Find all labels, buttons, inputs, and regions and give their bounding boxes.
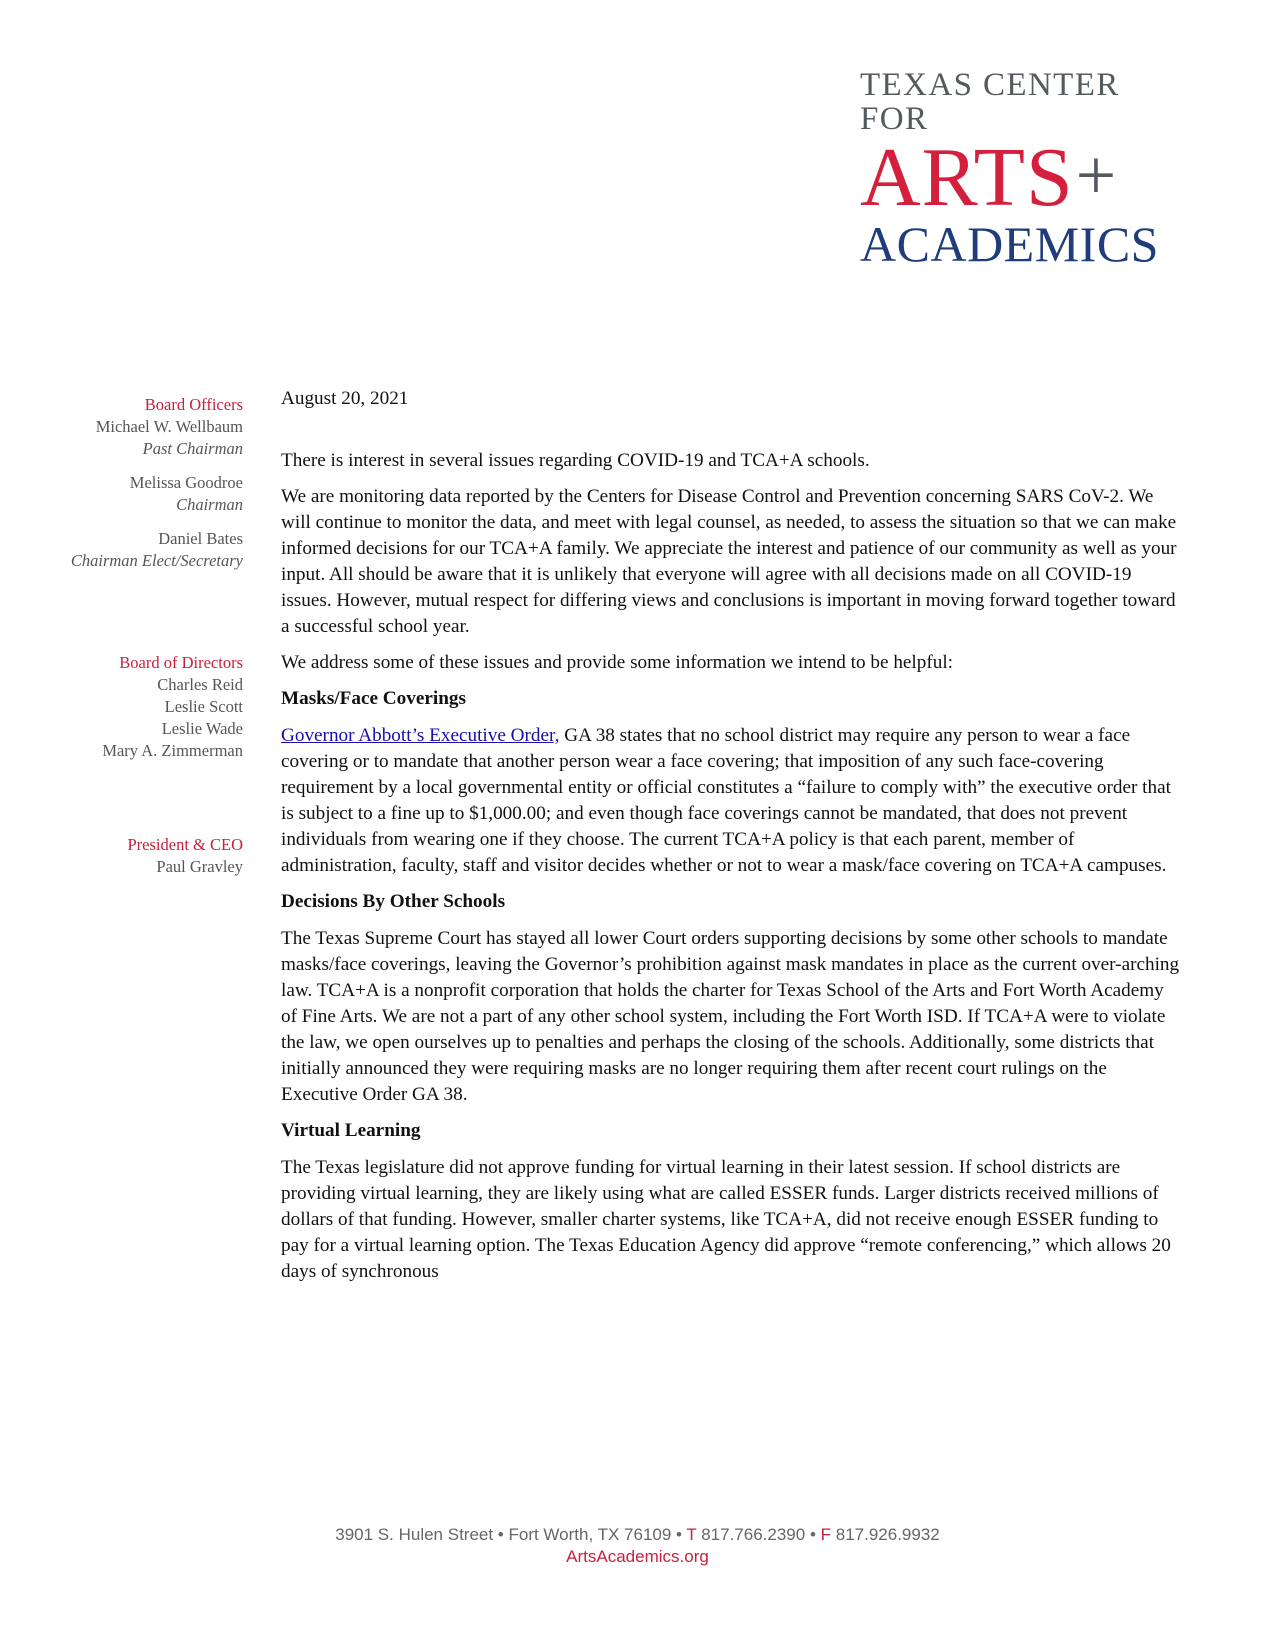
director-name: Mary A. Zimmerman <box>102 741 243 760</box>
logo-line-academics: ACADEMICS <box>860 216 1159 272</box>
virtual-learning-heading: Virtual Learning <box>281 1120 421 1141</box>
board-officers-heading: Board Officers <box>144 395 243 414</box>
letter-date: August 20, 2021 <box>281 388 409 409</box>
website-link[interactable]: ArtsAcademics.org <box>566 1547 709 1566</box>
address-issues-paragraph: We address some of these issues and provide some information we intend to be helpful: <box>281 652 953 673</box>
officer-name: Michael W. Wellbaum <box>95 417 243 436</box>
footer-address: 3901 S. Hulen Street • Fort Worth, TX 76109 • <box>335 1525 687 1544</box>
director-name: Leslie Scott <box>164 697 243 716</box>
intro-paragraph: There is interest in several issues regarding COVID-19 and TCA+A schools. <box>281 450 870 471</box>
fax-number: 817.926.9932 <box>831 1525 940 1544</box>
officer-name: Daniel Bates <box>158 529 243 548</box>
president-name: Paul Gravley <box>156 857 243 876</box>
logo-line-arts <box>860 131 1190 224</box>
executive-order-link[interactable]: Governor Abbott’s Executive Order, <box>281 725 560 746</box>
president-heading: President & CEO <box>127 835 243 854</box>
telephone-label: T <box>686 1525 697 1544</box>
logo-arts-text: ARTS <box>860 131 1074 224</box>
logo-line-texas-center-for: TEXAS CENTER FOR <box>860 67 1120 137</box>
logo-plus-sign: + <box>1075 135 1118 215</box>
masks-paragraph <box>281 723 1181 879</box>
decisions-paragraph: The Texas Supreme Court has stayed all lower Court orders supporting decisions by some other schools to mandate masks/face coverings, leaving the Governor’s prohibition against mask mandates in place as the current over-arching law. TCA+A is a nonprofit corporation that holds the charter for Texas School of the Arts and Fort Worth Academy of Fine Arts. We are not a part of any other school system, including the Fort Worth ISD. If TCA+A were to violate the law, we open ourselves up to penalties and perhaps the closing of the schools. Additionally, some districts that initially announced they were requiring masks are no longer requiring them after recent court rulings on the Executive Order GA 38. <box>281 928 1180 1105</box>
officer-role: Chairman <box>176 495 243 514</box>
telephone-number: 817.766.2390 • <box>696 1525 821 1544</box>
decisions-heading: Decisions By Other Schools <box>281 891 506 912</box>
masks-paragraph-text: GA 38 states that no school district may require any person to wear a face covering or to mandate that another person wear a face covering; that imposition of any such face-covering requirement by a local governmental entity or official constitutes a “failure to comply with” the executive order that is subject to a fine up to $1,000.00; and even though face coverings cannot be mandated, that does not prevent individuals from wearing one if they choose. The current TCA+A policy is that each parent, member of administration, faculty, staff and visitor decides whether or not to wear a mask/face covering on TCA+A campuses. <box>281 725 1171 876</box>
letter-body <box>281 386 1181 1295</box>
board-of-directors-heading: Board of Directors <box>119 653 243 672</box>
organization-logo <box>860 67 1190 272</box>
letterhead-footer <box>0 1524 1275 1568</box>
board-sidebar <box>30 394 243 878</box>
director-name: Leslie Wade <box>161 719 243 738</box>
fax-label: F <box>820 1525 832 1544</box>
officer-role: Chairman Elect/Secretary <box>70 551 243 570</box>
virtual-learning-paragraph: The Texas legislature did not approve funding for virtual learning in their latest session. If school districts are providing virtual learning, they are likely using what are called ESSER funds. Larger districts received millions of dollars of that funding. However, smaller charter systems, like TCA+A, did not receive enough ESSER funding to pay for a virtual learning option. The Texas Education Agency did approve “remote conferencing,” which allows 20 days of synchronous <box>281 1157 1171 1282</box>
footer-contact-line <box>0 1524 1275 1546</box>
monitoring-paragraph: We are monitoring data reported by the Centers for Disease Control and Prevention concerning SARS CoV-2. We will continue to monitor the data, and meet with legal counsel, as needed, to assess the situation so that we can make informed decisions for our TCA+A family. We appreciate the interest and patience of our community as well as your input. All should be aware that it is unlikely that everyone will agree with all decisions made on all COVID-19 issues. However, mutual respect for differing views and conclusions is important in moving forward together toward a successful school year. <box>281 486 1177 637</box>
director-name: Charles Reid <box>157 675 243 694</box>
officer-role: Past Chairman <box>142 439 243 458</box>
officer-name: Melissa Goodroe <box>129 473 243 492</box>
masks-heading: Masks/Face Coverings <box>281 688 466 709</box>
